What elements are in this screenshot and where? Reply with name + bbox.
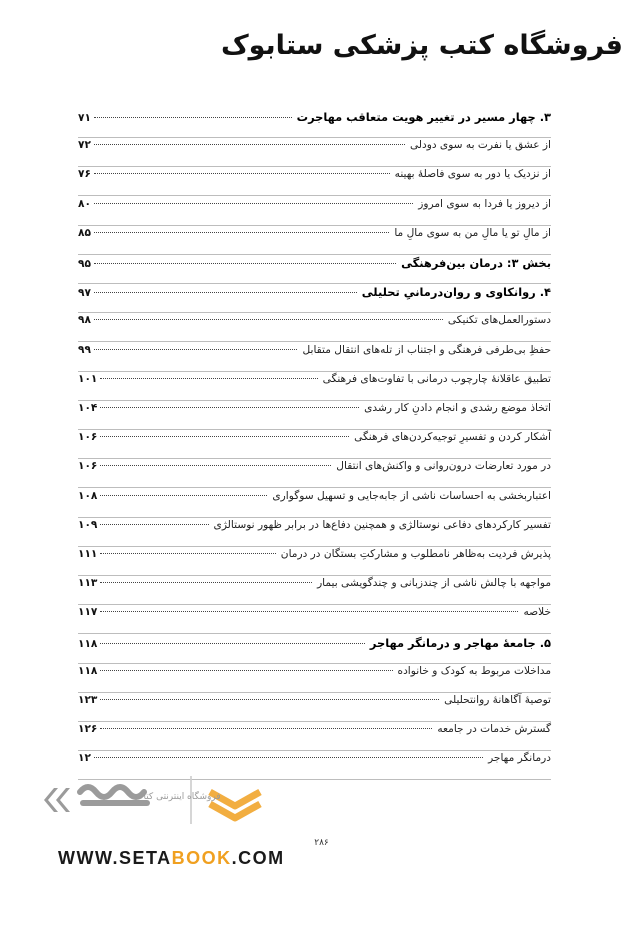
toc-entry — [78, 606, 551, 626]
row-divider — [78, 750, 551, 751]
dot-leader — [100, 728, 432, 729]
toc-entry-page: ۷۲ — [78, 139, 91, 152]
toc-entry — [78, 344, 551, 364]
toc-entry-title: از عشق یا نفرت به سوی دودلی — [409, 139, 551, 152]
toc-entry-page: ۹۹ — [78, 343, 91, 356]
row-divider — [78, 575, 551, 576]
dot-leader — [100, 670, 392, 671]
toc-entry-page: ۱۰۹ — [78, 518, 98, 531]
toc-entry — [78, 460, 551, 480]
toc-entry — [78, 548, 551, 568]
dot-leader — [100, 495, 267, 496]
dot-leader — [100, 643, 365, 644]
toc-entry-page: ۱۱۸ — [78, 664, 98, 677]
toc-entry-page: ۱۰۶ — [78, 460, 98, 473]
toc-entry-title: ۳. چهار مسیر در تغییر هویت متعاقب مهاجرت — [296, 110, 551, 124]
row-divider — [78, 458, 551, 459]
row-divider — [78, 721, 551, 722]
row-divider — [78, 429, 551, 430]
toc-entry-title: مواجهه با چالش ناشی از چندزبانی و چندگویشی بیمار — [317, 577, 551, 590]
toc-entry-title: گسترش خدمات در جامعه — [437, 723, 551, 736]
dot-leader — [94, 173, 390, 174]
toc-entry-title: حفظِ بی‌طرفی فرهنگی و اجتناب از تله‌های انتقال متقابل — [302, 343, 551, 356]
toc-entry — [78, 373, 551, 393]
toc-entry — [78, 256, 551, 276]
toc-entry — [78, 314, 551, 334]
row-divider — [78, 546, 551, 547]
watermark-brand-text: فروشگاه اینترنتی کتاب — [135, 792, 221, 802]
toc-entry-page: ۷۶ — [78, 168, 91, 181]
row-divider — [78, 487, 551, 488]
row-divider — [78, 225, 551, 226]
toc-entry-page: ۱۰۴ — [78, 402, 98, 414]
row-divider — [78, 663, 551, 664]
toc-entry-page: ۱۲ — [78, 752, 91, 765]
toc-entry-title: مداخلات مربوط به کودک و خانواده — [397, 664, 551, 677]
toc-entry-page: ۹۸ — [78, 314, 91, 327]
toc-entry — [78, 227, 551, 247]
toc-entry-title: درمانگر مهاجر — [488, 752, 551, 765]
row-divider — [78, 283, 551, 284]
toc-entry-title: توصیهٔ آگاهانهٔ روانتحلیلی — [444, 694, 551, 706]
setabook-watermark — [0, 770, 300, 870]
toc-entry — [78, 490, 551, 510]
toc-entry-title: بخش ۳: درمان بین‌فرهنگی — [401, 256, 551, 270]
toc-entry — [78, 139, 551, 159]
row-divider — [78, 400, 551, 401]
dot-leader — [94, 144, 405, 145]
dot-leader — [100, 553, 275, 554]
dot-leader — [94, 203, 413, 204]
row-divider — [78, 254, 551, 255]
page-number: ۲۸۶ — [314, 838, 329, 848]
toc-entry — [78, 694, 551, 714]
row-divider — [78, 633, 551, 634]
dot-leader — [100, 582, 312, 583]
toc-entry-title: در مورد تعارضات درون‌روانی و واکنش‌های انتقال — [336, 460, 551, 473]
dot-leader — [100, 611, 518, 612]
toc-entry-page: ۷۱ — [78, 112, 91, 124]
toc-entry — [78, 110, 551, 130]
dot-leader — [94, 319, 443, 320]
row-divider — [78, 312, 551, 313]
row-divider — [78, 692, 551, 693]
toc-entry — [78, 636, 551, 656]
row-divider — [78, 604, 551, 605]
dot-leader — [100, 524, 208, 525]
toc-entry-page: ۹۷ — [78, 287, 91, 300]
toc-entry-title: خلاصه — [523, 606, 551, 619]
toc-entry-page: ۱۱۸ — [78, 637, 98, 650]
toc-entry-page: ۸۵ — [78, 226, 91, 239]
toc-entry — [78, 168, 551, 188]
toc-entry-title: تفسیر کارکردهای دفاعی نوستالژی و همچنین دفاع‌ها در برابر ظهور نوستالژی — [213, 518, 551, 531]
row-divider — [78, 517, 551, 518]
toc-entry-page: ۱۲۶ — [78, 723, 98, 736]
toc-entry — [78, 198, 551, 218]
row-divider — [78, 371, 551, 372]
dot-leader — [100, 699, 439, 700]
toc-entry-title: از دیروز یا فردا به سوی امروز — [418, 197, 551, 210]
toc-entry — [78, 665, 551, 685]
dot-leader — [100, 407, 359, 408]
toc-entry-page: ۱۰۱ — [78, 372, 98, 385]
dot-leader — [94, 117, 292, 118]
toc-entry-page: ۱۲۳ — [78, 694, 98, 706]
row-divider — [78, 195, 551, 196]
dot-leader — [94, 232, 389, 233]
toc-entry-page: ۱۱۷ — [78, 606, 98, 619]
toc-entry-title: تطبیق عاقلانهٔ چارچوب درمانی با تفاوت‌های فرهنگی — [322, 372, 551, 385]
toc-entry-title: از نزدیک یا دور به سوی فاصلهٔ بهینه — [394, 168, 551, 181]
toc-entry-title: دستورالعمل‌های تکنیکی — [447, 314, 551, 327]
row-divider — [78, 341, 551, 342]
row-divider — [78, 166, 551, 167]
dot-leader — [94, 263, 396, 264]
toc-entry — [78, 402, 551, 422]
dot-leader — [100, 378, 317, 379]
toc-entry-page: ۹۵ — [78, 258, 91, 270]
toc-entry-page: ۱۱۳ — [78, 577, 98, 590]
dot-leader — [94, 292, 357, 293]
dot-leader — [94, 349, 298, 350]
toc-entry-title: از مالِ تو یا مالِ من به سوی مالِ ما — [394, 226, 551, 239]
toc-entry-title: ۵. جامعهٔ مهاجر و درمانگر مهاجر — [369, 635, 551, 650]
toc-entry — [78, 519, 551, 539]
row-divider — [78, 137, 551, 138]
toc-entry-title: پذیرش فردیت به‌ظاهر نامطلوب و مشارکتِ بستگان در درمان — [280, 548, 551, 560]
page-header-title: فروشگاه کتب پزشکی ستابوک — [220, 30, 623, 61]
toc-entry-page: ۱۱۱ — [78, 548, 98, 560]
toc-entry — [78, 431, 551, 451]
toc-entry-title: آشکار کردن و تفسیرِ توجیه‌کردن‌های فرهنگی — [354, 431, 551, 444]
table-of-contents — [78, 110, 551, 830]
dot-leader — [94, 757, 483, 758]
dot-leader — [100, 465, 331, 466]
toc-entry — [78, 285, 551, 305]
toc-entry-page: ۱۰۶ — [78, 431, 98, 444]
toc-entry — [78, 723, 551, 743]
dot-leader — [100, 436, 349, 437]
toc-entry-page: ۸۰ — [78, 197, 91, 210]
toc-entry — [78, 577, 551, 597]
toc-entry-title: ۴. روانکاوی و روان‌درمانیِ تحلیلی — [361, 285, 551, 300]
toc-entry-page: ۱۰۸ — [78, 489, 98, 502]
toc-entry-title: اتخاذ موضع رشدی و انجام دادنِ کار رشدی — [364, 402, 551, 414]
toc-entry-title: اعتباربخشی به احساسات ناشی از جابه‌جایی و تسهیل سوگواری — [272, 489, 551, 502]
watermark-url: WWW.SETABOOK.COM — [58, 848, 285, 868]
